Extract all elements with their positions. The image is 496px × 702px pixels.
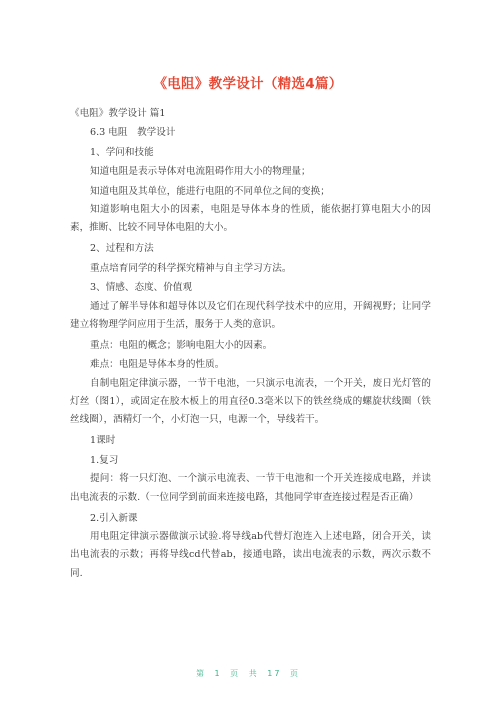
document-title: 《电阻》教学设计（精选4篇）	[153, 76, 343, 92]
paragraph: 用电阻定律演示器做演示试验.将导线ab代替灯泡连入上述电路，闭合开关，读出电流表的示数；再将导线cd代替ab，接通电路，读出电流表的示数，两次示数不同.	[70, 531, 431, 579]
paragraph: 2、过程和方法	[90, 243, 154, 255]
paragraph: 知道电阻是表示导体对电流阻碍作用大小的物理量；	[90, 166, 311, 178]
lesson-heading: 6.3 电阻 教学设计	[90, 127, 176, 139]
paragraph: 自制电阻定律演示器，一节干电池，一只演示电流表，一个开关，废日光灯管的灯丝（图1），或固定在胶木板上的用直径0.3毫米以下的铁丝绕成的螺旋状线圈（铁丝线圈），酒精灯一个，小灯泡一只，电源一个，导线若干。	[70, 377, 431, 426]
paragraph: 通过了解半导体和超导体以及它们在现代科学技术中的应用，开阔视野；让同学建立将物理学问应用于生活，服务于人类的意识。	[70, 300, 431, 330]
paragraph: 难点：电阻是导体本身的性质。	[90, 359, 225, 371]
paragraph: 重点培育同学的科学探究精神与自主学习方法。	[90, 262, 292, 274]
document-body	[70, 104, 431, 585]
paragraph: 1课时	[90, 435, 116, 447]
paragraph: 知道影响电阻大小的因素，电阻是导体本身的性质，能依据打算电阻大小的因素，推断、比较不同导体电阻的大小。	[70, 204, 431, 234]
paragraph: 3、情感、态度、价值观	[90, 282, 193, 294]
paragraph: 1、学问和技能	[90, 146, 154, 158]
paragraph: 提问：将一只灯泡、一个演示电流表、一节干电池和一个开关连接成电路，并读出电流表的示数.（一位同学到前面来连接电路，其他同学审查连接过程是否正确）	[70, 473, 431, 503]
paragraph: 1.复习	[90, 454, 119, 466]
section-heading: 《电阻》教学设计 篇1	[70, 108, 166, 119]
page-number-footer: 第 1 页 共 17 页	[196, 669, 300, 678]
paragraph: 2.引入新课	[90, 512, 138, 524]
paragraph: 重点：电阻的概念；影响电阻大小的因素。	[90, 340, 273, 352]
paragraph: 知道电阻及其单位，能进行电阻的不同单位之间的变换；	[90, 185, 330, 197]
